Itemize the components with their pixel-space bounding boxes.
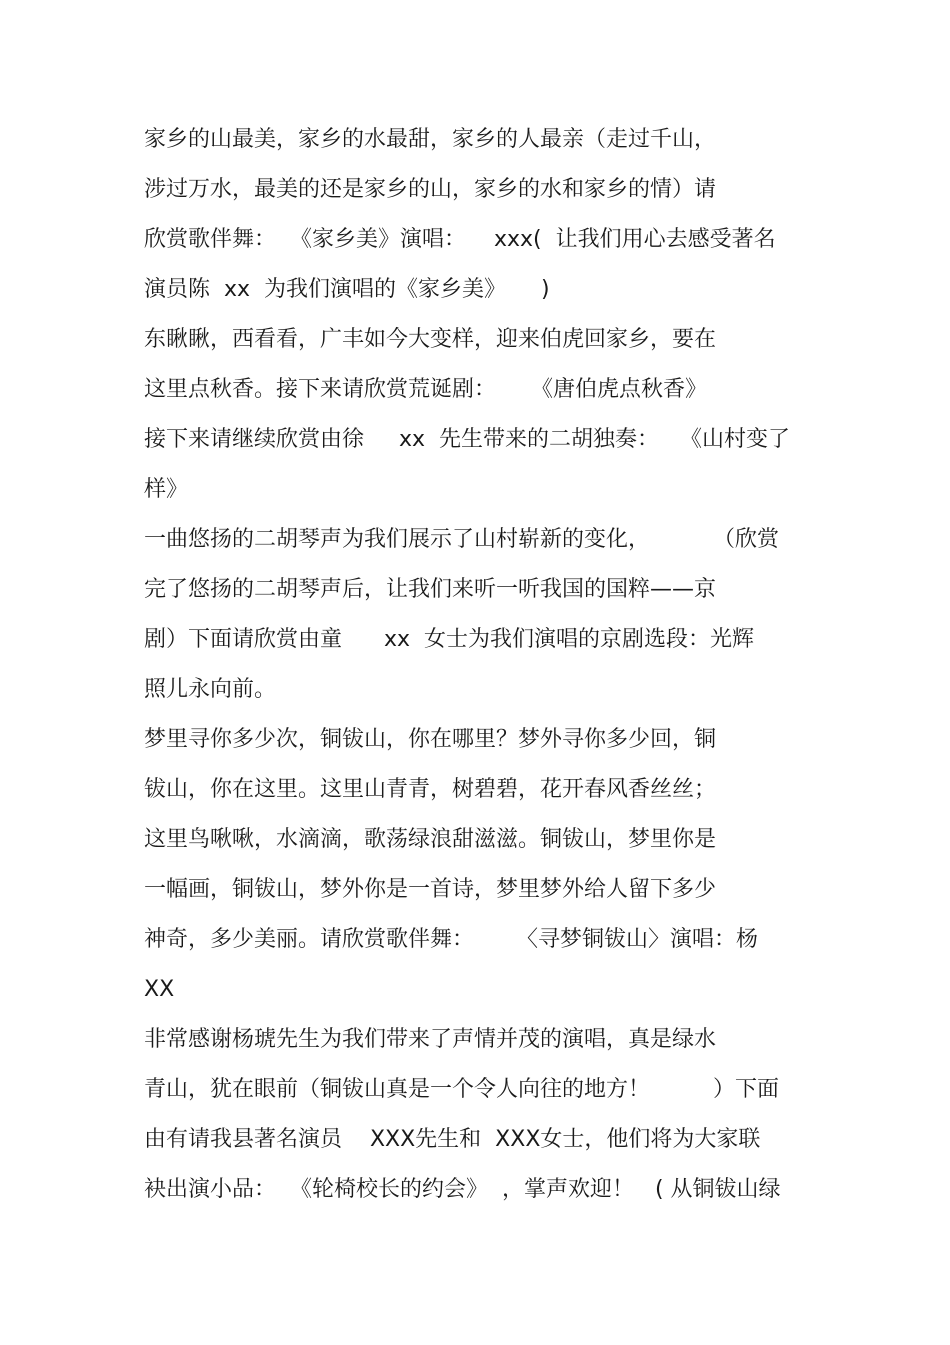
text-line: 涉过万水，最美的还是家乡的山，家乡的水和家乡的情）请 <box>144 177 717 202</box>
text-line: 非常感谢杨琥先生为我们带来了声情并茂的演唱，真是绿水 <box>144 1027 717 1052</box>
text-line: 家乡的山最美，家乡的水最甜，家乡的人最亲（走过千山， <box>144 127 717 152</box>
text-line: 一幅画，铜钹山，梦外你是一首诗，梦里梦外给人留下多少 <box>144 877 717 902</box>
text-line: 一曲悠扬的二胡琴声为我们展示了山村崭新的变化， （欣赏 <box>144 527 779 552</box>
text-line: XX <box>144 977 175 1002</box>
text-line: 东瞅瞅，西看看，广丰如今大变样，迎来伯虎回家乡，要在 <box>144 327 717 352</box>
text-line: 由有请我县著名演员 XXX先生和 XXX女士，他们将为大家联 <box>144 1127 761 1152</box>
text-line: 神奇，多少美丽。请欣赏歌伴舞： 〈寻梦铜钹山〉演唱：杨 <box>144 927 758 952</box>
text-line: 接下来请继续欣赏由徐 xx 先生带来的二胡独奏： 《山村变了 <box>144 427 790 452</box>
text-line: 剧）下面请欣赏由童 xx 女士为我们演唱的京剧选段：光辉 <box>144 627 754 652</box>
text-line: 完了悠扬的二胡琴声后，让我们来听一听我国的国粹——京 <box>144 577 717 602</box>
text-line: 钹山，你在这里。这里山青青，树碧碧，花开春风香丝丝； <box>144 777 717 802</box>
text-line: 袂出演小品： 《轮椅校长的约会》 ，掌声欢迎！ ( 从铜钹山绿 <box>144 1177 781 1202</box>
text-line: 欣赏歌伴舞： 《家乡美》演唱： xxx( 让我们用心去感受著名 <box>144 227 776 252</box>
text-line: 照儿永向前。 <box>144 677 277 702</box>
body-text <box>144 115 804 1215</box>
text-line: 演员陈 xx 为我们演唱的《家乡美》 ) <box>144 277 550 302</box>
text-line: 样》 <box>144 477 189 502</box>
text-line: 青山，犹在眼前（铜钹山真是一个令人向往的地方！ ）下面 <box>144 1077 779 1102</box>
text-line: 梦里寻你多少次，铜钹山，你在哪里？梦外寻你多少回，铜 <box>144 727 717 752</box>
text-line: 这里鸟啾啾，水滴滴，歌荡绿浪甜滋滋。铜钹山，梦里你是 <box>144 827 717 852</box>
text-line: 这里点秋香。接下来请欣赏荒诞剧： 《唐伯虎点秋香》 <box>144 377 707 402</box>
